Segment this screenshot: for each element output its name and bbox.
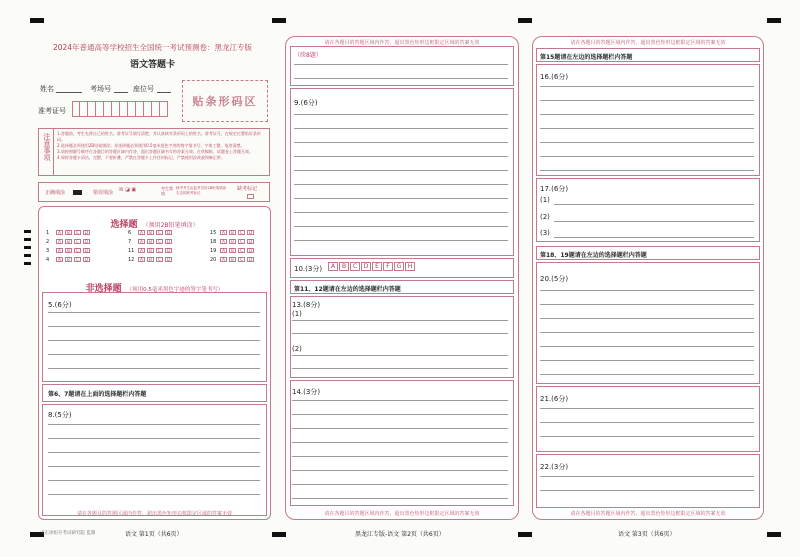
choice-bubble[interactable]: B	[65, 239, 72, 244]
barcode-area	[182, 80, 268, 122]
absent-mark-box[interactable]	[247, 194, 254, 199]
choice-bubble[interactable]: C	[156, 239, 163, 244]
q10-option-bubble[interactable]: C	[350, 262, 360, 271]
choice-bubble[interactable]: A	[56, 257, 63, 262]
id-label: 准考证号	[38, 107, 66, 115]
timing-mark	[30, 18, 44, 23]
q8-cont-box[interactable]	[290, 46, 514, 86]
choice-bubble[interactable]: D	[166, 230, 171, 235]
choice-number: 11	[128, 248, 135, 254]
q17-sub2: (2)	[540, 213, 550, 221]
name-label: 姓名	[40, 85, 54, 93]
choice-bubble[interactable]: C	[238, 230, 245, 235]
notes-box	[38, 128, 270, 176]
notes-item: 4.保持答题卡清洁、完整，不要折叠，严禁在答题卡上作任何标记，严禁使用涂改液和修正带。	[57, 155, 225, 160]
choice-bubble[interactable]: C	[238, 239, 245, 244]
absent-text: 缺考考生由监考员用2B铅笔填涂右边的缺考标记	[176, 186, 227, 195]
choice-item[interactable]	[210, 257, 256, 263]
choice-number: 19	[210, 248, 217, 254]
choice-bubble[interactable]: C	[156, 248, 163, 253]
timing-mark	[767, 532, 781, 537]
q21-label: 21.(6分)	[540, 395, 569, 403]
timing-mark	[272, 18, 286, 23]
q13-sub1: (1)	[292, 310, 302, 318]
choice-item[interactable]	[128, 239, 174, 245]
choice-bubble[interactable]: B	[229, 230, 236, 235]
q10-option-bubble[interactable]: D	[361, 262, 371, 271]
q21-box[interactable]	[536, 386, 760, 452]
answer-line	[294, 240, 508, 241]
choice-bubble[interactable]: B	[147, 230, 154, 235]
answer-line	[294, 212, 508, 213]
q8-label: 8.(5分)	[48, 411, 72, 419]
choice-bubble[interactable]: B	[229, 248, 236, 253]
choice-bubble[interactable]: A	[220, 248, 227, 253]
timing-mark	[518, 532, 532, 537]
answer-line	[294, 128, 508, 129]
choice-item[interactable]	[46, 239, 92, 245]
choice-number: 18	[210, 239, 217, 245]
choice-grid	[46, 230, 266, 270]
choice-item[interactable]	[128, 257, 174, 263]
choice-item[interactable]	[210, 248, 256, 254]
choice-bubble[interactable]: D	[84, 248, 89, 253]
notes-item: 2.选择题必须使用2B铅笔填涂；非选择题必须使用0.5毫米黑色字迹的签字笔书写，字体工整、笔迹清楚。	[57, 143, 245, 148]
timing-mark	[24, 238, 31, 241]
choice-bubble[interactable]: B	[229, 239, 236, 244]
choice-number: 15	[210, 230, 217, 236]
q1819-note: 第18、19题请在左边的选择题栏内答题	[540, 252, 647, 259]
choice-number: 7	[128, 239, 132, 245]
q22-label: 22.(3分)	[540, 463, 569, 471]
q20-box[interactable]	[536, 262, 760, 384]
choice-number: 1	[46, 230, 50, 236]
q13-sub2: (2)	[292, 345, 302, 353]
choice-bubble[interactable]: A	[56, 248, 63, 253]
q13-label: 13.(8分)	[292, 301, 321, 309]
page2-footer: 黑龙江专版-语文 第2页（共6页）	[355, 531, 445, 538]
exam-title: 2024年普通高等学校招生全国统一考试预测卷：黑龙江专版	[52, 43, 253, 52]
choice-item[interactable]	[210, 239, 256, 245]
q13-box[interactable]	[290, 296, 514, 378]
choice-bubble[interactable]: B	[147, 239, 154, 244]
choice-bubble[interactable]: C	[238, 257, 245, 262]
choice-bubble[interactable]: D	[166, 257, 171, 262]
id-boxes[interactable]	[72, 101, 168, 117]
nonchoice-subtitle: （须用0.5毫米黑色字迹的签字笔书写）	[126, 287, 224, 293]
answer-line	[294, 114, 508, 115]
timing-mark	[24, 230, 31, 233]
answer-line	[294, 198, 508, 199]
choice-bubble[interactable]: A	[138, 257, 145, 262]
card-title: 语文答题卡	[129, 60, 175, 70]
q10-option-bubble[interactable]: G	[394, 262, 404, 271]
choice-item[interactable]	[128, 248, 174, 254]
q10-options	[328, 262, 416, 271]
notice-text: 请在各题目的答题区域内作答，超出黑色矩形边框限定区域的答案无效	[570, 511, 726, 517]
timing-mark	[24, 262, 31, 265]
nonchoice-title-text: 非选择题	[85, 284, 122, 294]
notice-text: 请在各题目的答题区域内作答，超出黑色矩形边框限定区域的答案无效	[76, 511, 232, 517]
choice-bubble[interactable]: C	[74, 248, 81, 253]
q17-box[interactable]	[536, 178, 760, 242]
q10-label: 10.(3分)	[294, 265, 323, 273]
notes-item: 1.答题前，考生先将自己的姓名、准考证号填写清楚，并认真核对条形码上的姓名、准考证号，在规定位置贴好条形码。	[57, 131, 261, 142]
legend-wrong: 错误填涂	[93, 190, 114, 196]
q14-label: 14.(3分)	[292, 388, 321, 396]
q22-box[interactable]	[536, 454, 760, 508]
choice-bubble[interactable]: C	[238, 248, 245, 253]
choice-number: 2	[46, 239, 50, 245]
choice-bubble[interactable]: C	[74, 257, 81, 262]
answer-line	[294, 226, 508, 227]
choice-bubble[interactable]: B	[229, 257, 236, 262]
notes-list	[57, 131, 267, 161]
choice-number: 4	[46, 257, 50, 263]
choice-bubble[interactable]: A	[220, 239, 227, 244]
page3-footer: 语文 第3页（共6页）	[618, 531, 676, 538]
page1-footer: 语文 第1页（共6页）	[125, 531, 183, 538]
choice-number: 20	[210, 257, 217, 263]
choice-bubble[interactable]: D	[248, 239, 253, 244]
q10-option-bubble[interactable]: H	[405, 262, 415, 271]
q10-option-bubble[interactable]: E	[372, 262, 382, 271]
choice-bubble[interactable]: D	[166, 239, 171, 244]
choice-bubble[interactable]: D	[84, 257, 89, 262]
choice-number: 6	[128, 230, 132, 236]
q5-label: 5.(6分)	[48, 301, 72, 309]
choice-subtitle: （须用2B铅笔填涂）	[142, 222, 199, 229]
choice-bubble[interactable]: C	[74, 230, 81, 235]
absent-label: 考生禁填	[161, 186, 173, 196]
choice-bubble[interactable]: B	[65, 257, 72, 262]
choice-bubble[interactable]: D	[248, 248, 253, 253]
q8-cont-label: （续8题）	[294, 52, 322, 59]
answer-line	[294, 184, 508, 185]
q20-label: 20.(5分)	[540, 275, 569, 283]
notice-text: 请在各题目的答题区域内作答，超出黑色矩形边框限定区域的答案无效	[324, 511, 480, 517]
choice-bubble[interactable]: B	[65, 248, 72, 253]
choice-number: 3	[46, 248, 50, 254]
q15-note: 第15题请在左边的选择题栏内答题	[540, 54, 633, 61]
barcode-label: 贴条形码区	[192, 95, 258, 108]
legend-correct: 正确填涂	[45, 190, 66, 196]
choice-item[interactable]	[46, 230, 92, 236]
choice-bubble[interactable]: D	[166, 248, 171, 253]
choice-bubble[interactable]: A	[138, 230, 145, 235]
choice-number: 12	[128, 257, 135, 263]
choice-item[interactable]	[128, 230, 174, 236]
choice-bubble[interactable]: C	[74, 239, 81, 244]
choice-bubble[interactable]: D	[248, 257, 253, 262]
page1-footer-small: 天正冰恒升考试研究院 监制	[40, 531, 96, 536]
timing-mark	[24, 254, 31, 257]
notes-item: 3.请按照题号顺序在各题目的答题区域内作答，超出答题区域书写的答案无效；在草稿纸、试题卷上答题无效。	[57, 149, 253, 154]
choice-bubble[interactable]: C	[156, 257, 163, 262]
q10-option-bubble[interactable]: A	[328, 262, 338, 271]
choice-bubble[interactable]: A	[220, 257, 227, 262]
choice-bubble[interactable]: A	[56, 230, 63, 235]
choice-bubble[interactable]: D	[248, 230, 253, 235]
q9-label: 9.(6分)	[294, 99, 318, 107]
choice-title	[38, 212, 271, 231]
choice-bubble[interactable]: B	[147, 248, 154, 253]
timing-mark	[767, 18, 781, 23]
timing-mark	[518, 18, 532, 23]
q16-label: 16.(6分)	[540, 73, 569, 81]
choice-item[interactable]	[210, 230, 256, 236]
q17-sub3: (3)	[540, 229, 550, 237]
choice-item[interactable]	[46, 257, 92, 263]
q8-box[interactable]	[42, 404, 267, 516]
choice-bubble[interactable]: A	[220, 230, 227, 235]
legend-box: 正确填涂 错误填涂 ☒ ◪ ▣ 考生禁填 缺考考生由监考员用2B铅笔填涂右边的缺考标记 缺考标记	[38, 182, 270, 202]
q10-option-bubble[interactable]: F	[383, 262, 393, 271]
seat-label: 座位号	[133, 85, 154, 93]
choice-bubble[interactable]: D	[84, 230, 89, 235]
q10-option-bubble[interactable]: B	[339, 262, 349, 271]
timing-mark	[272, 532, 286, 537]
notice-text: 请在各题目的答题区域内作答，超出黑色矩形边框限定区域的答案无效	[324, 40, 480, 46]
choice-title-text: 选择题	[110, 220, 138, 230]
choice-bubble[interactable]: C	[156, 230, 163, 235]
choice-bubble[interactable]: A	[138, 239, 145, 244]
q1112-note: 第11、12题请在左边的选择题栏内答题	[294, 286, 401, 293]
q67-note: 第6、7题请在上面的选择题栏内答题	[48, 391, 147, 398]
timing-mark	[24, 246, 31, 249]
room-label: 考场号	[90, 85, 111, 93]
choice-bubble[interactable]: A	[56, 239, 63, 244]
answer-line	[294, 170, 508, 171]
q17-sub1: (1)	[540, 196, 550, 204]
choice-bubble[interactable]: B	[65, 230, 72, 235]
absent-mark-label: 缺考标记	[237, 186, 258, 192]
notes-title: 注意事项	[43, 133, 51, 161]
q14-box[interactable]	[290, 380, 514, 506]
answer-line	[294, 142, 508, 143]
notice-text: 请在各题目的答题区域内作答，超出黑色矩形边框限定区域的答案无效	[570, 40, 726, 46]
choice-bubble[interactable]: B	[147, 257, 154, 262]
choice-bubble[interactable]: A	[138, 248, 145, 253]
q17-label: 17.(6分)	[540, 185, 569, 193]
answer-line	[294, 156, 508, 157]
choice-bubble[interactable]: D	[84, 239, 89, 244]
choice-item[interactable]	[46, 248, 92, 254]
q16-box[interactable]	[536, 64, 760, 176]
